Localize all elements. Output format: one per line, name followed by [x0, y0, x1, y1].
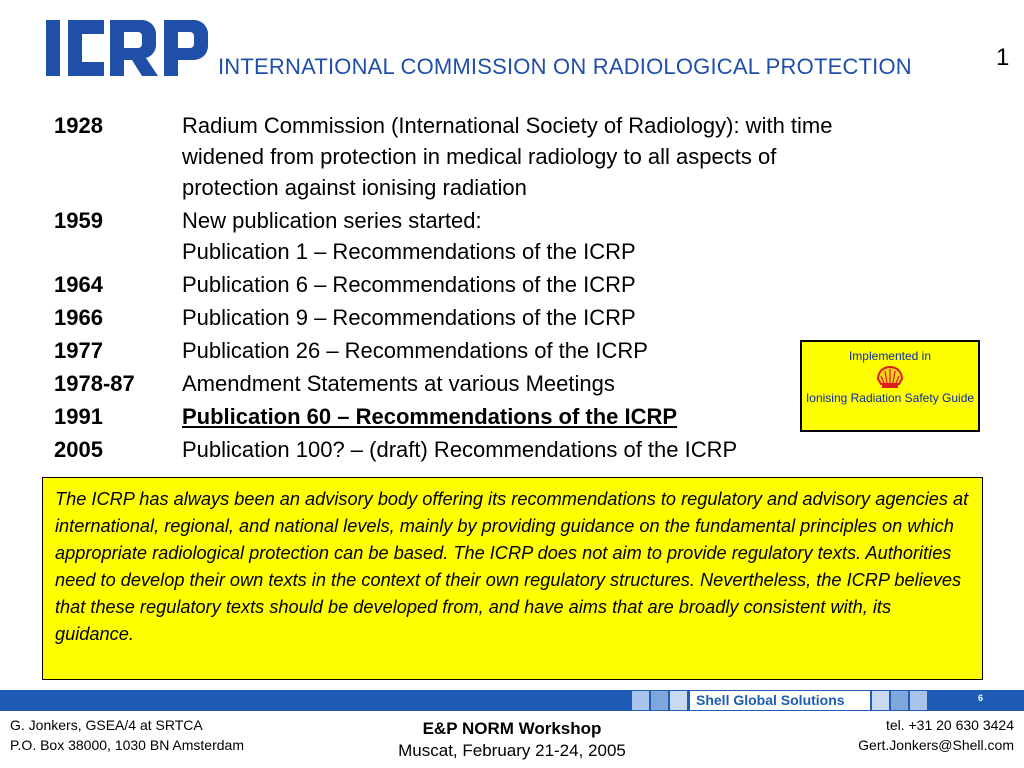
- timeline-row: [54, 302, 954, 333]
- footer-contact: [858, 715, 1014, 755]
- timeline-line: Publication 1 – Recommendations of the ICRP: [182, 239, 636, 264]
- timeline-line: Publication 26 – Recommendations of the ICRP: [182, 338, 648, 363]
- shell-pecten-icon: [877, 366, 903, 390]
- footer-square: [651, 691, 668, 710]
- timeline-line: Radium Commission (International Society of Radiology): with time: [182, 113, 833, 138]
- timeline-row: [54, 269, 954, 300]
- timeline-line: Publication 100? – (draft) Recommendations of the ICRP: [182, 437, 738, 462]
- footer-square: [891, 691, 908, 710]
- footer-square: [632, 691, 649, 710]
- footer-phone: tel. +31 20 630 3424: [885, 717, 1014, 733]
- timeline-line: protection against ionising radiation: [182, 175, 527, 200]
- footer-brand: Shell Global Solutions: [690, 691, 870, 710]
- footer-event-title: E&P NORM Workshop: [422, 719, 602, 738]
- timeline-row: [54, 110, 954, 203]
- footer-email: Gert.Jonkers@Shell.com: [858, 737, 1014, 753]
- implemented-label: Implemented in: [848, 349, 932, 363]
- advisory-statement: The ICRP has always been an advisory body offering its recommendations to regulatory and advisory agencies at international, regional, and national levels, mainly by providing guidance on the fundamental principles on which appropriate radiological protection can be based. The ICRP does not aim to provide regulatory texts. Authorities need to develop their own texts in the context of their own regulatory structures. Nevertheless, the ICRP believes that these regulatory texts should be developed from, and have aims that are broadly consistent with, its guidance.: [42, 477, 983, 680]
- timeline-year: 2005: [54, 437, 103, 462]
- timeline-year: 1959: [54, 208, 103, 233]
- timeline-description: [182, 434, 954, 465]
- timeline-line: Publication 60 – Recommendations of the ICRP: [182, 404, 678, 429]
- timeline-description: [182, 302, 954, 333]
- slide-number: 1: [996, 44, 1010, 71]
- footer-square: [872, 691, 889, 710]
- page-title: INTERNATIONAL COMMISSION ON RADIOLOGICAL PROTECTION: [218, 54, 912, 79]
- implemented-guide-name: Ionising Radiation Safety Guide: [805, 391, 975, 405]
- footer-author: [10, 715, 244, 755]
- footer-square: [910, 691, 927, 710]
- footer-event-subtitle: Muscat, February 21-24, 2005: [398, 741, 626, 760]
- timeline-description: [182, 269, 954, 300]
- timeline-line: widened from protection in medical radiology to all aspects of: [182, 144, 777, 169]
- footer-squares-right: [872, 691, 929, 710]
- footer-event: [362, 718, 662, 762]
- timeline-description: [182, 110, 954, 203]
- icrp-logo-graphic: [46, 20, 208, 76]
- timeline-year: 1977: [54, 338, 103, 363]
- timeline-line: Publication 6 – Recommendations of the ICRP: [182, 272, 636, 297]
- timeline-description: [182, 205, 954, 267]
- timeline-year: 1978-87: [54, 371, 135, 396]
- timeline-line: New publication series started:: [182, 208, 482, 233]
- timeline-line: Publication 9 – Recommendations of the ICRP: [182, 305, 636, 330]
- timeline-year: 1928: [54, 113, 103, 138]
- implemented-callout: [800, 340, 980, 432]
- footer-page-number: 6: [978, 693, 984, 703]
- timeline-line: Amendment Statements at various Meetings: [182, 371, 615, 396]
- timeline-year: 1991: [54, 404, 103, 429]
- timeline-year: 1964: [54, 272, 103, 297]
- footer-square: [670, 691, 687, 710]
- footer-squares: [632, 691, 689, 710]
- timeline-row: [54, 205, 954, 267]
- icrp-logo: [46, 20, 208, 76]
- timeline-year: 1966: [54, 305, 103, 330]
- footer-bar: [0, 690, 1024, 711]
- footer-author-line: G. Jonkers, GSEA/4 at SRTCA: [10, 717, 203, 733]
- footer-address-line: P.O. Box 38000, 1030 BN Amsterdam: [10, 737, 244, 753]
- timeline-row: [54, 434, 954, 465]
